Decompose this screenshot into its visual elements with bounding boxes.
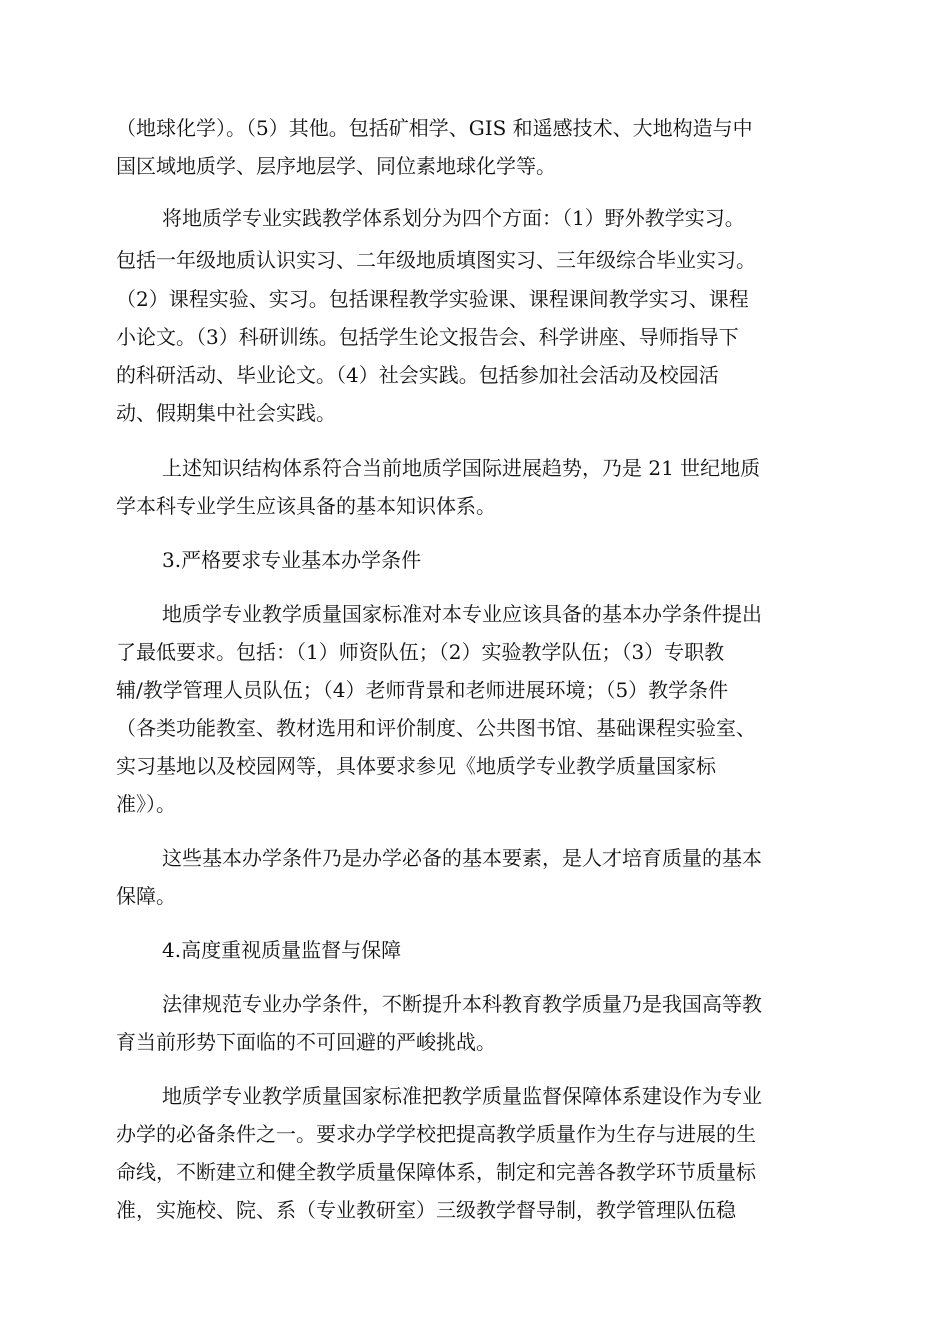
text-line: （地球化学）。（5）其他。包括矿相学、GIS 和遥感技术、大地构造与中 bbox=[116, 116, 753, 140]
text-line: 国区域地质学、层序地层学、同位素地球化学等。 bbox=[116, 154, 556, 178]
text-line: 育当前形势下面临的不可回避的严峻挑战。 bbox=[116, 1030, 496, 1054]
text-line: 包括一年级地质认识实习、二年级地质填图实习、三年级综合毕业实习。 bbox=[116, 248, 756, 272]
text-line: 动、假期集中社会实践。 bbox=[116, 401, 336, 425]
text-line: 将地质学专业实践教学体系划分为四个方面：（1）野外教学实习。 bbox=[162, 206, 745, 230]
text-line: （2）课程实验、实习。包括课程教学实验课、课程课间教学实习、课程 bbox=[116, 287, 749, 311]
text-line: （各类功能教室、教材选用和评价制度、公共图书馆、基础课程实验室、 bbox=[116, 716, 756, 740]
text-line: 这些基本办学条件乃是办学必备的基本要素，是人才培育质量的基本 bbox=[162, 846, 762, 870]
section-heading: 3.严格要求专业基本办学条件 bbox=[162, 548, 422, 572]
text-line: 了最低要求。包括：（1）师资队伍；（2）实验教学队伍；（3）专职教 bbox=[116, 640, 725, 664]
text-line: 命线，不断建立和健全教学质量保障体系，制定和完善各教学环节质量标 bbox=[116, 1160, 756, 1184]
text-line: 的科研活动、毕业论文。（4）社会实践。包括参加社会活动及校园活 bbox=[116, 363, 719, 387]
text-line: 办学的必备条件之一。要求办学学校把提高教学质量作为生存与进展的生 bbox=[116, 1122, 756, 1146]
text-line: 辅/教学管理人员队伍；（4）老师背景和老师进展环境；（5）教学条件 bbox=[116, 678, 729, 702]
text-line: 学本科专业学生应该具备的基本知识体系。 bbox=[116, 494, 496, 518]
text-line: 实习基地以及校园网等，具体要求参见《地质学专业教学质量国家标 bbox=[116, 754, 716, 778]
text-line: 保障。 bbox=[116, 884, 176, 908]
section-heading: 4.高度重视质量监督与保障 bbox=[162, 938, 402, 962]
text-line: 准》）。 bbox=[116, 792, 176, 816]
text-line: 地质学专业教学质量国家标准把教学质量监督保障体系建设作为专业 bbox=[162, 1084, 762, 1108]
text-line: 上述知识结构体系符合当前地质学国际进展趋势，乃是 21 世纪地质 bbox=[162, 456, 761, 480]
text-line: 法律规范专业办学条件，不断提升本科教育教学质量乃是我国高等教 bbox=[162, 992, 762, 1016]
text-line: 小论文。（3）科研训练。包括学生论文报告会、科学讲座、导师指导下 bbox=[116, 325, 739, 349]
text-line: 地质学专业教学质量国家标准对本专业应该具备的基本办学条件提出 bbox=[162, 602, 762, 626]
text-line: 准，实施校、院、系（专业教研室）三级教学督导制，教学管理队伍稳 bbox=[116, 1198, 736, 1222]
